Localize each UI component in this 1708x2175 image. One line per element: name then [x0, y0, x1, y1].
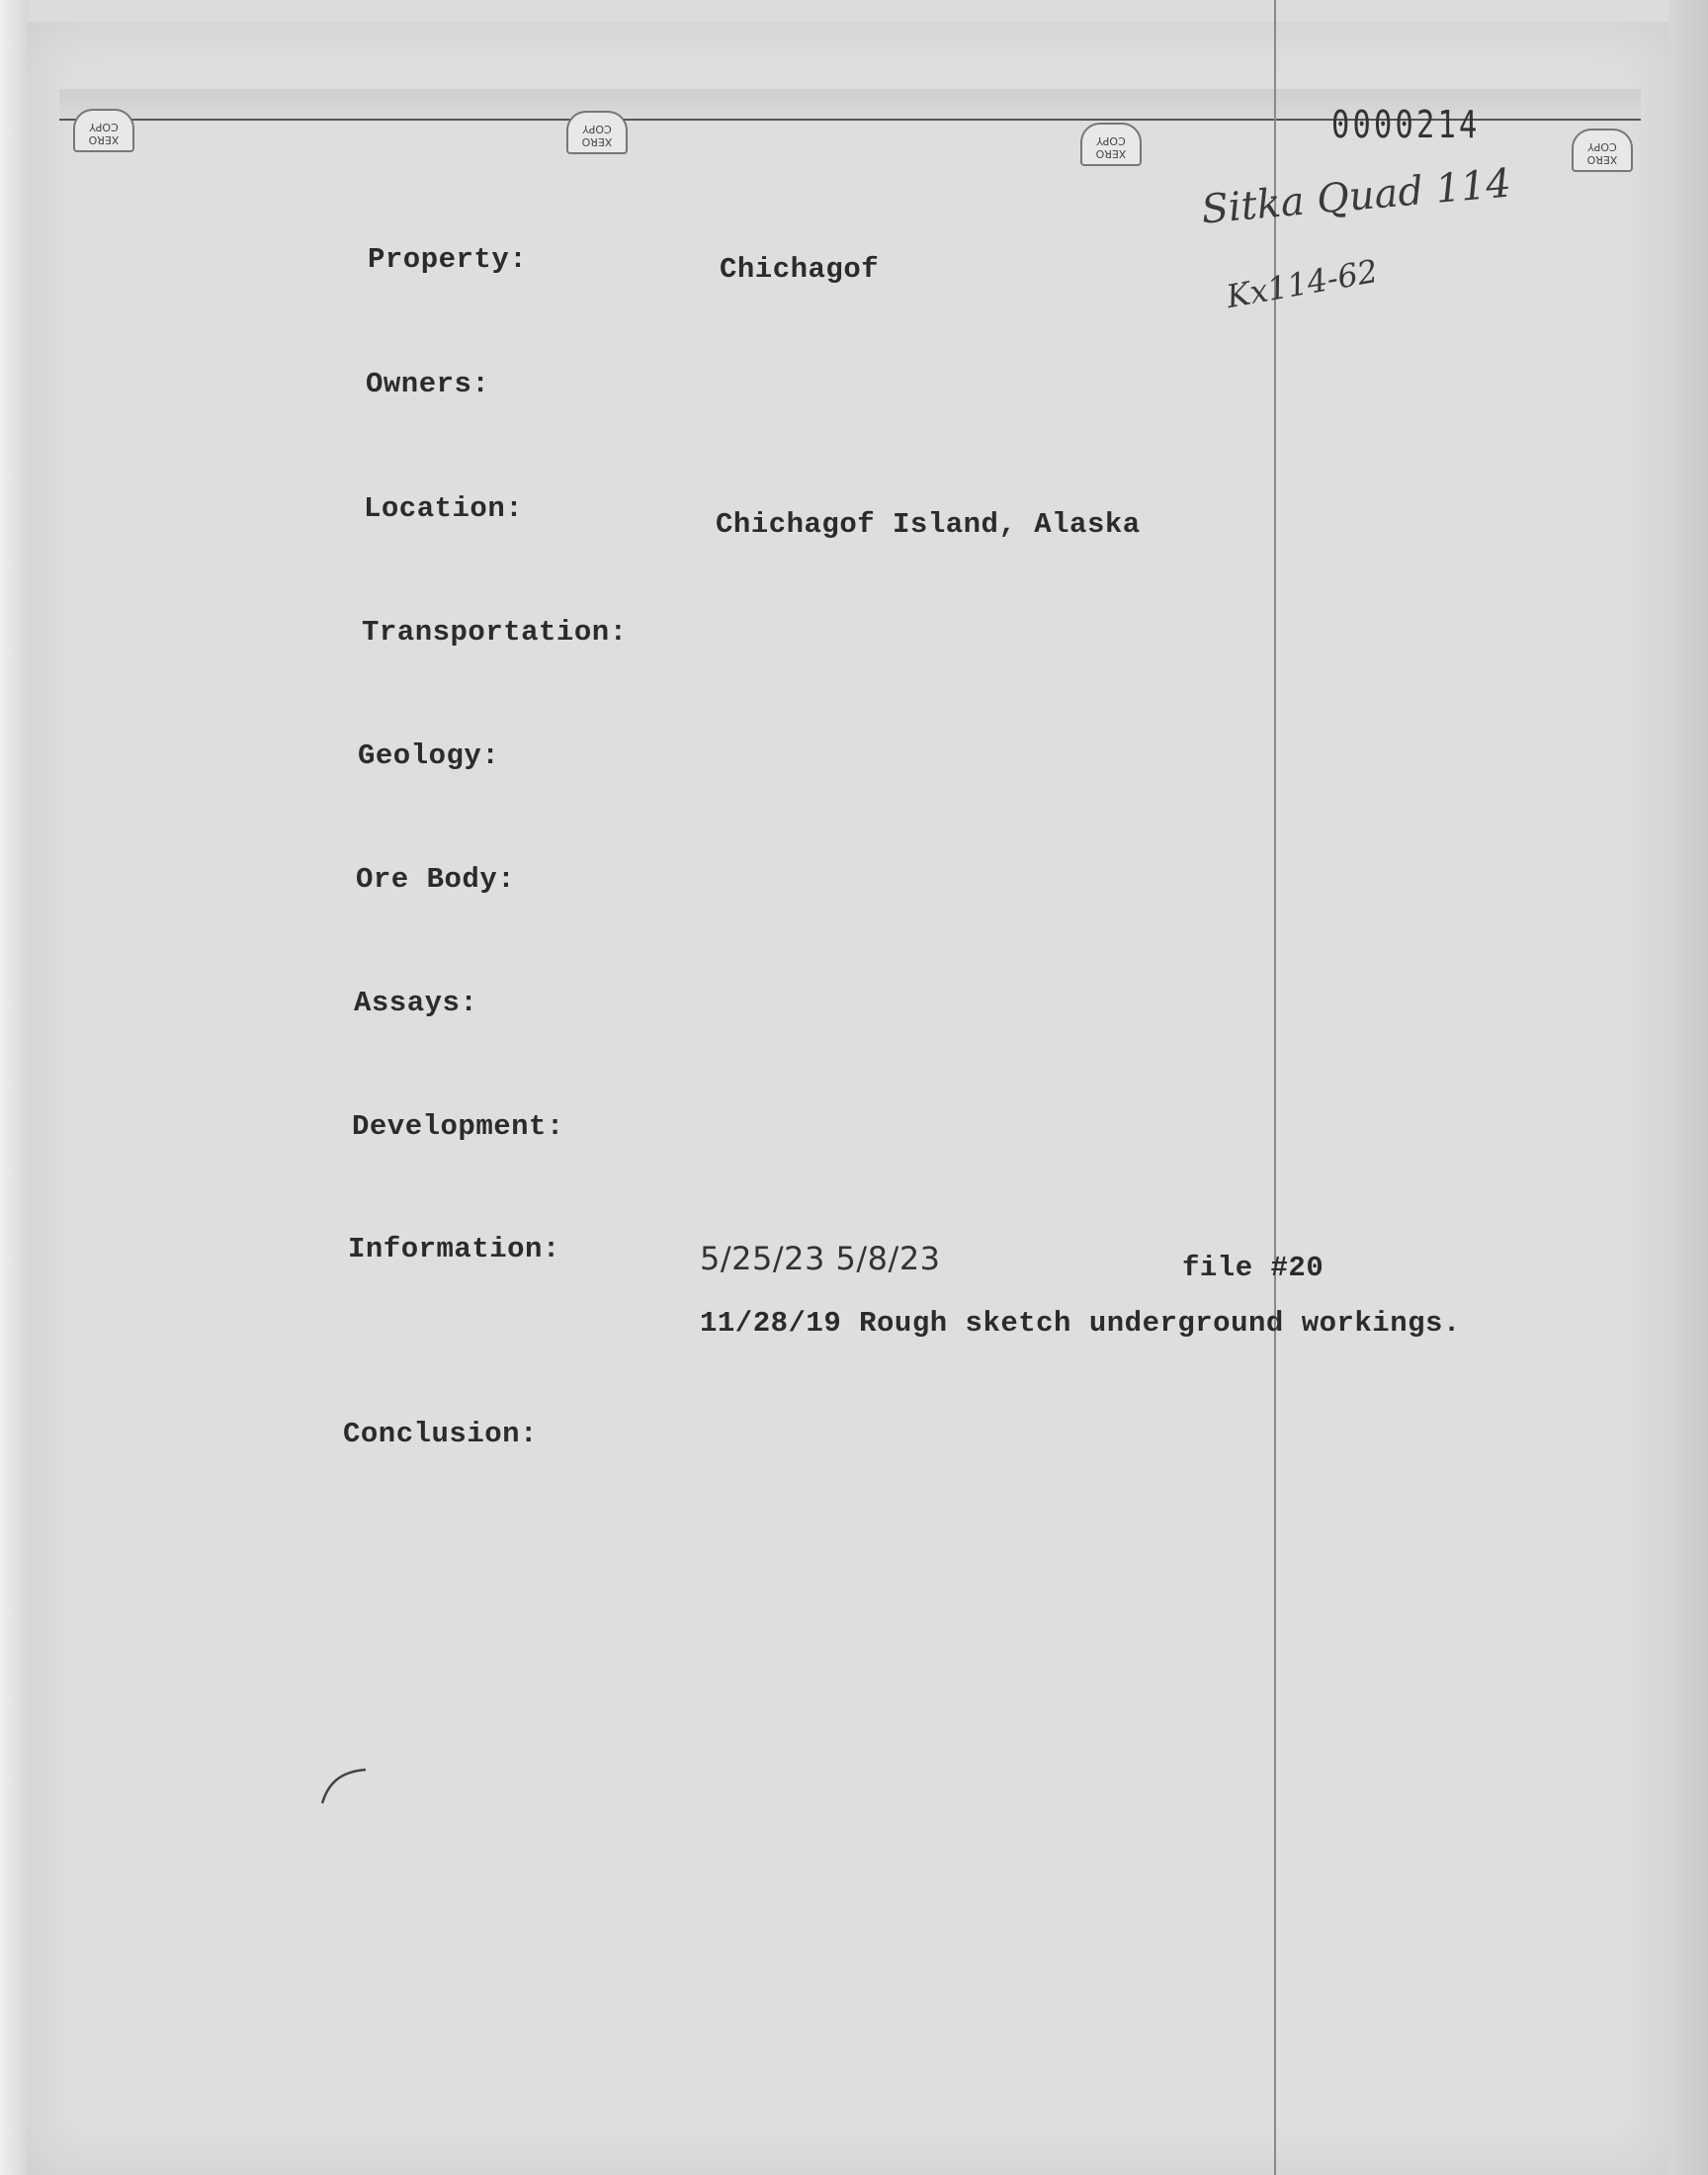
right-margin [1668, 0, 1708, 2175]
information-label: Information: [348, 1233, 560, 1265]
location-label: Location: [364, 492, 524, 525]
transportation-label: Transportation: [362, 616, 628, 649]
information-dates: 5/25/23 5/8/23 [700, 1240, 941, 1277]
stamp-text: XERO COPY [1095, 134, 1127, 160]
geology-label: Geology: [358, 740, 500, 772]
handwritten-reference: Kx114-62 [1223, 251, 1381, 316]
property-value: Chichagof [720, 253, 880, 286]
left-margin [0, 0, 28, 2175]
paper-sheet [28, 22, 1668, 2175]
xero-copy-stamp [566, 111, 628, 154]
pen-mark [318, 1758, 378, 1807]
ore-body-label: Ore Body: [356, 863, 516, 896]
development-label: Development: [352, 1110, 564, 1143]
xero-copy-stamp [73, 109, 134, 152]
information-file: file #20 [1182, 1252, 1324, 1284]
assays-label: Assays: [354, 987, 478, 1019]
stamp-text: XERO COPY [1586, 140, 1618, 166]
xero-copy-stamp [1080, 123, 1142, 166]
fold-line [1274, 0, 1276, 2175]
xero-copy-stamp [1572, 129, 1633, 172]
handwritten-quad-note: Sitka Quad 114 [1199, 160, 1513, 233]
stamp-text: XERO COPY [88, 121, 120, 146]
property-label: Property: [368, 243, 528, 276]
stamp-text: XERO COPY [581, 123, 613, 148]
location-value: Chichagof Island, Alaska [716, 508, 1141, 541]
information-note: 11/28/19 Rough sketch underground workings. [700, 1307, 1461, 1340]
conclusion-label: Conclusion: [343, 1418, 538, 1450]
owners-label: Owners: [366, 368, 490, 400]
document-number: 0000214 [1331, 103, 1481, 146]
